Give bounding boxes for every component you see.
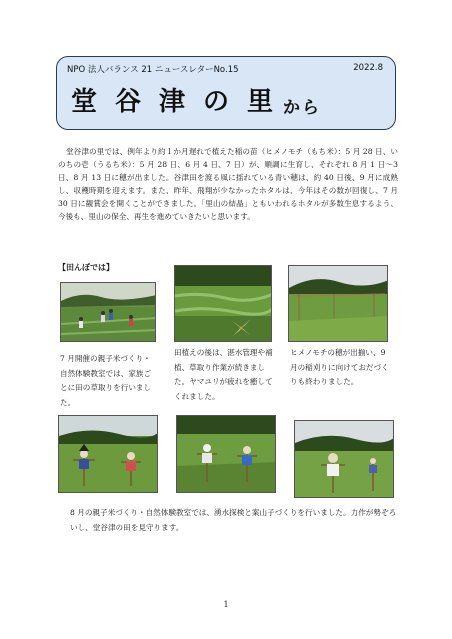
photo-scarecrows-1-image [59, 416, 158, 493]
photo-scarecrows-1 [58, 415, 158, 493]
intro-paragraph: 堂谷津の里では、例年より約１か月遅れで植えた稲の苗（ヒメノモチ（もち米）：5 月 28 日、いのちの壱（うるち米）：5 月 28 日、6 月 4 日、7 日）が、順調に生育し、それぞれ 8 月 1 日～3 日、8 月 13 日に穂が出ました。谷津田を渡る風に揺れている青い穂は、約 40 日後、9 月に成熟し、収穫時期を迎えます。また、昨年、飛翔が少なかったホタルは、今年はその数が回復し、7 月 30 日に観賞会を開くことができました。「里山の結晶」ともいわれるホタルが多数生息するよう、今後も、里山の保全、再生を進めていきたいと思います。 [58, 147, 398, 222]
caption-lily: 田植えの後は、湛水管理や補植、草取り作業が続きました。ヤマユリが疲れを癒してくれました。 [174, 348, 273, 401]
photo-weeding-image [61, 283, 156, 342]
photo-scarecrows-2 [176, 415, 276, 493]
photo-weeding [60, 282, 156, 342]
page-number: 1 [223, 600, 229, 609]
photo-drying-rack-image [289, 266, 388, 342]
org-line: NPO 法人バランス 21 ニュースレターNo.15 [67, 65, 239, 75]
photo-scarecrows-3-image [295, 421, 394, 498]
photo-scarecrows-3 [294, 420, 394, 498]
caption-weeding: 7 月開催の親子米づくり・自然体験教室では、家族ごとに田の草取りを行いました。 [60, 354, 152, 407]
header-meta [67, 63, 383, 75]
newsletter-header [56, 56, 396, 130]
section-heading: 【田んぼでは】 [58, 263, 114, 272]
caption-scarecrows: 8 月の親子米づくり・自然体験教室では、湧水探検と案山子づくりを行いました。力作が勢ぞろいし、堂谷津の田を見守ります。 [70, 508, 397, 532]
title-suffix: から [283, 98, 322, 118]
title-main: 堂谷津の里 [71, 87, 292, 117]
photo-scarecrows-2-image [177, 416, 276, 493]
photo-drying-rack [288, 265, 388, 342]
caption-drying-rack: ヒメノモチの穂が出揃い、9 月の稲刈りに向けておだづくりも終わりました。 [290, 348, 389, 386]
issue-date: 2022.8 [353, 63, 383, 73]
photo-lily-image [175, 266, 272, 342]
page-title [71, 81, 385, 118]
photo-lily [174, 265, 272, 342]
